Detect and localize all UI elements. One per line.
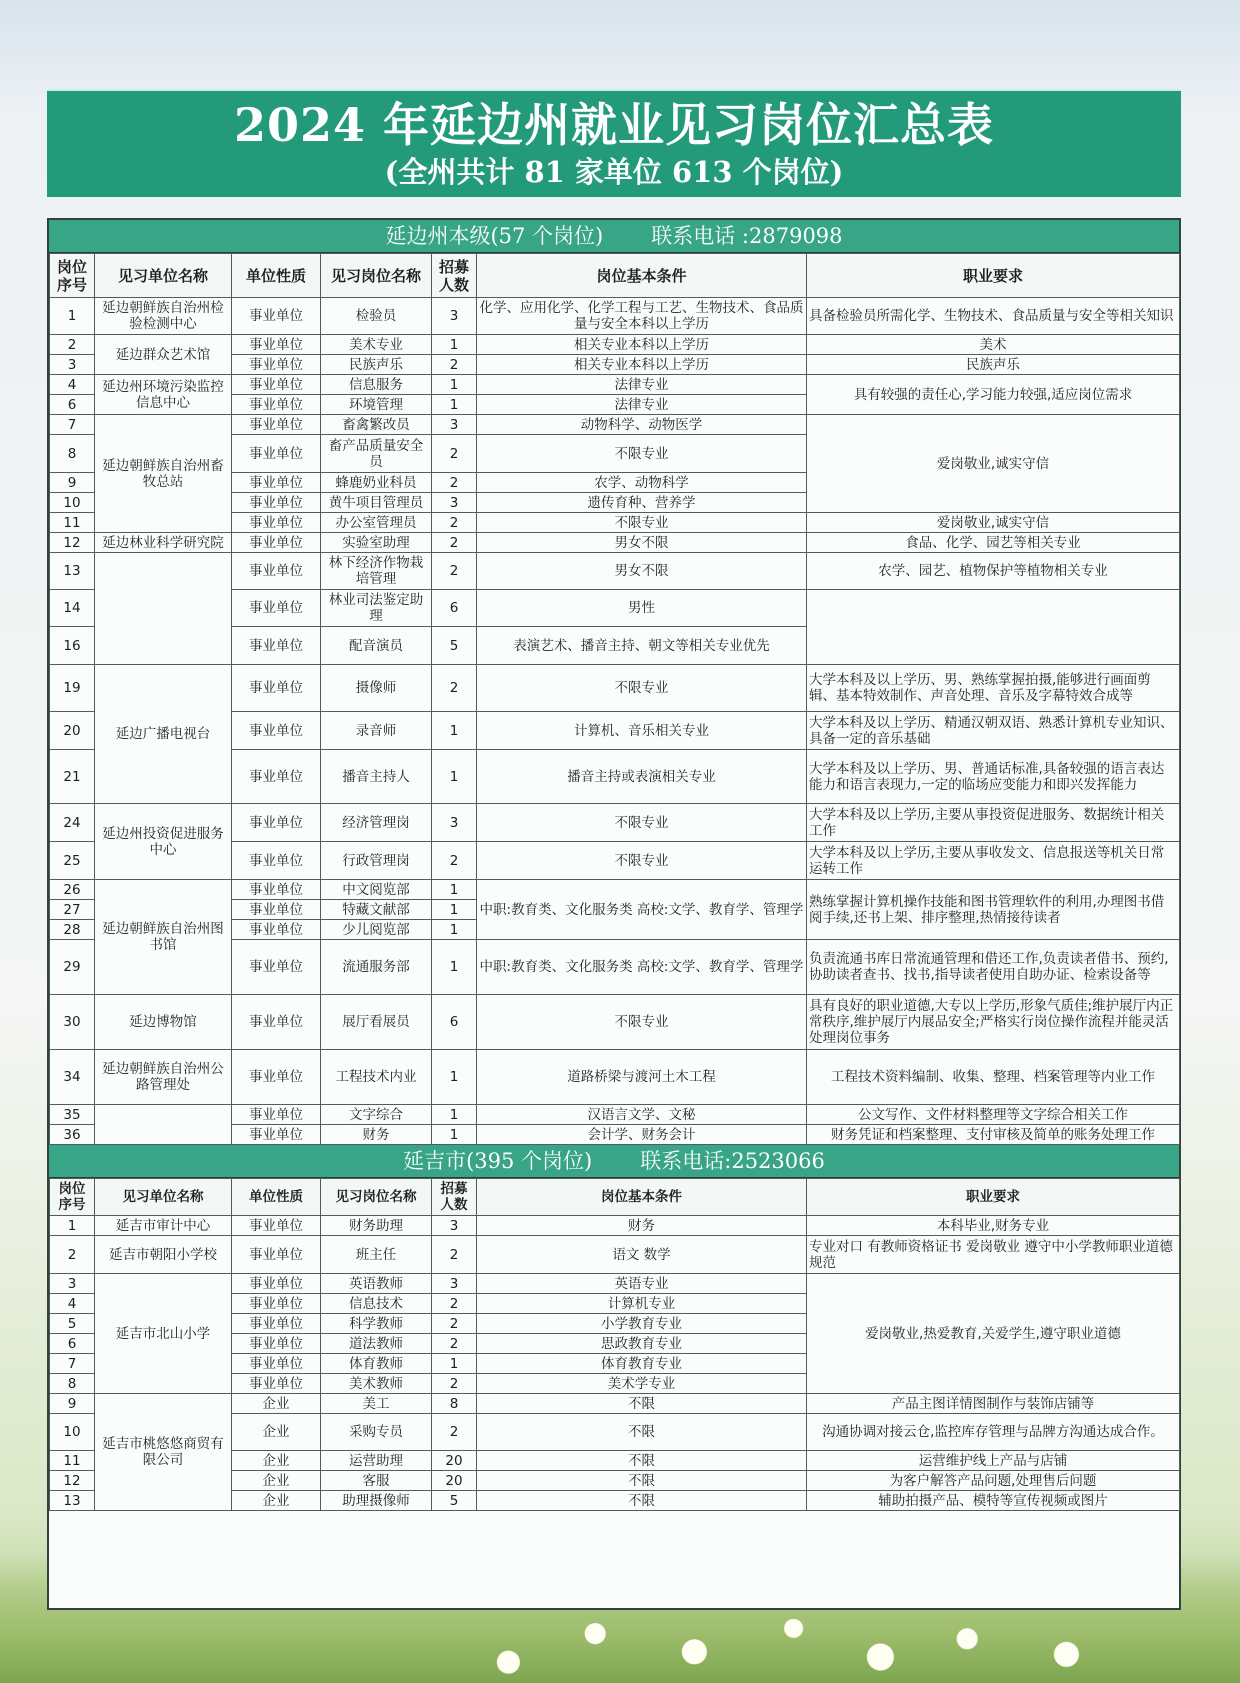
conditions-cell: 不限 bbox=[477, 1394, 807, 1414]
seq-cell: 34 bbox=[50, 1050, 95, 1105]
conditions-cell: 男性 bbox=[477, 590, 807, 627]
seq-cell: 8 bbox=[50, 435, 95, 473]
seq-cell: 13 bbox=[50, 1491, 95, 1511]
seq-cell: 21 bbox=[50, 750, 95, 804]
position-cell: 特藏文献部 bbox=[321, 900, 432, 920]
position-cell: 林业司法鉴定助理 bbox=[321, 590, 432, 627]
seq-cell: 2 bbox=[50, 1236, 95, 1274]
count-cell: 1 bbox=[432, 1050, 477, 1105]
conditions-cell: 不限 bbox=[477, 1451, 807, 1471]
conditions-cell: 不限专业 bbox=[477, 842, 807, 880]
seq-cell: 28 bbox=[50, 920, 95, 940]
seq-cell: 6 bbox=[50, 1334, 95, 1354]
position-cell: 林下经济作物栽培管理 bbox=[321, 553, 432, 590]
conditions-cell: 体育教育专业 bbox=[477, 1354, 807, 1374]
type-cell: 事业单位 bbox=[232, 1374, 321, 1394]
table-row bbox=[50, 995, 1180, 1050]
conditions-cell: 相关专业本科以上学历 bbox=[477, 335, 807, 355]
count-cell: 2 bbox=[432, 1236, 477, 1274]
conditions-cell: 英语专业 bbox=[477, 1274, 807, 1294]
type-cell: 事业单位 bbox=[232, 553, 321, 590]
conditions-cell: 不限 bbox=[477, 1414, 807, 1451]
seq-cell: 36 bbox=[50, 1125, 95, 1145]
count-cell: 3 bbox=[432, 804, 477, 842]
count-cell: 1 bbox=[432, 1125, 477, 1145]
type-cell: 事业单位 bbox=[232, 920, 321, 940]
section1-phone: 联系电话 :2879098 bbox=[651, 224, 843, 248]
seq-cell: 11 bbox=[50, 1451, 95, 1471]
requirements-cell: 具有良好的职业道德,大专以上学历,形象气质佳;维护展厅内正常秩序,维护展厅内展品安全;严格实行岗位操作流程并能灵活处理岗位事务 bbox=[807, 995, 1180, 1050]
header-conditions: 岗位基本条件 bbox=[477, 254, 807, 298]
position-cell: 经济管理岗 bbox=[321, 804, 432, 842]
conditions-cell: 汉语言文学、文秘 bbox=[477, 1105, 807, 1125]
conditions-cell: 男女不限 bbox=[477, 533, 807, 553]
type-cell: 事业单位 bbox=[232, 335, 321, 355]
seq-cell: 12 bbox=[50, 533, 95, 553]
seq-cell: 6 bbox=[50, 395, 95, 415]
conditions-cell: 思政教育专业 bbox=[477, 1334, 807, 1354]
seq-cell: 10 bbox=[50, 1414, 95, 1451]
seq-cell: 3 bbox=[50, 355, 95, 375]
requirements-cell: 财务凭证和档案整理、支付审核及简单的账务处理工作 bbox=[807, 1125, 1180, 1145]
table-row bbox=[50, 665, 1180, 712]
position-cell: 民族声乐 bbox=[321, 355, 432, 375]
seq-cell: 5 bbox=[50, 1314, 95, 1334]
requirements-cell: 农学、园艺、植物保护等植物相关专业 bbox=[807, 553, 1180, 590]
unit-cell: 延边朝鲜族自治州畜牧总站 bbox=[95, 415, 232, 533]
count-cell: 2 bbox=[432, 665, 477, 712]
seq-cell: 3 bbox=[50, 1274, 95, 1294]
requirements-cell: 辅助拍摄产品、模特等宣传视频或图片 bbox=[807, 1491, 1180, 1511]
requirements-cell: 爱岗敬业,诚实守信 bbox=[807, 513, 1180, 533]
requirements-cell: 具备检验员所需化学、生物技术、食品质量与安全等相关知识 bbox=[807, 298, 1180, 335]
table-row bbox=[50, 1050, 1180, 1105]
requirements-cell: 大学本科及以上学历、精通汉朝双语、熟悉计算机专业知识、具备一定的音乐基础 bbox=[807, 712, 1180, 750]
position-cell: 录音师 bbox=[321, 712, 432, 750]
position-cell: 财务助理 bbox=[321, 1216, 432, 1236]
type-cell: 事业单位 bbox=[232, 842, 321, 880]
position-cell: 黄牛项目管理员 bbox=[321, 493, 432, 513]
header-requirements: 职业要求 bbox=[807, 1179, 1180, 1216]
conditions-cell: 财务 bbox=[477, 1216, 807, 1236]
requirements-cell: 本科毕业,财务专业 bbox=[807, 1216, 1180, 1236]
conditions-cell: 不限专业 bbox=[477, 665, 807, 712]
position-cell: 实验室助理 bbox=[321, 533, 432, 553]
table-row bbox=[50, 335, 1180, 355]
count-cell: 3 bbox=[432, 415, 477, 435]
conditions-cell: 男女不限 bbox=[477, 553, 807, 590]
table-row bbox=[50, 804, 1180, 842]
type-cell: 企业 bbox=[232, 1414, 321, 1451]
count-cell: 2 bbox=[432, 1294, 477, 1314]
position-cell: 客服 bbox=[321, 1471, 432, 1491]
unit-cell: 延吉市桃悠悠商贸有限公司 bbox=[95, 1394, 232, 1511]
position-cell: 体育教师 bbox=[321, 1354, 432, 1374]
position-cell: 信息技术 bbox=[321, 1294, 432, 1314]
requirements-cell: 大学本科及以上学历,主要从事收发文、信息报送等机关日常运转工作 bbox=[807, 842, 1180, 880]
count-cell: 3 bbox=[432, 493, 477, 513]
type-cell: 事业单位 bbox=[232, 473, 321, 493]
unit-cell: 延边博物馆 bbox=[95, 995, 232, 1050]
requirements-cell: 具有较强的责任心,学习能力较强,适应岗位需求 bbox=[807, 375, 1180, 415]
type-cell: 事业单位 bbox=[232, 1334, 321, 1354]
type-cell: 企业 bbox=[232, 1471, 321, 1491]
seq-cell: 20 bbox=[50, 712, 95, 750]
header-unit: 见习单位名称 bbox=[95, 1179, 232, 1216]
conditions-cell: 不限专业 bbox=[477, 804, 807, 842]
count-cell: 3 bbox=[432, 298, 477, 335]
count-cell: 1 bbox=[432, 750, 477, 804]
type-cell: 事业单位 bbox=[232, 665, 321, 712]
conditions-cell: 表演艺术、播音主持、朝文等相关专业优先 bbox=[477, 627, 807, 665]
seq-cell: 14 bbox=[50, 590, 95, 627]
type-cell: 事业单位 bbox=[232, 627, 321, 665]
requirements-cell: 大学本科及以上学历、男、普通话标准,具备较强的语言表达能力和语言表现力,一定的临场应变能力和即兴发挥能力 bbox=[807, 750, 1180, 804]
seq-cell: 7 bbox=[50, 415, 95, 435]
seq-cell: 1 bbox=[50, 298, 95, 335]
conditions-cell: 语文 数学 bbox=[477, 1236, 807, 1274]
header-requirements: 职业要求 bbox=[807, 254, 1180, 298]
requirements-cell: 工程技术资料编制、收集、整理、档案管理等内业工作 bbox=[807, 1050, 1180, 1105]
header-type: 单位性质 bbox=[232, 1179, 321, 1216]
header-conditions: 岗位基本条件 bbox=[477, 1179, 807, 1216]
seq-cell: 1 bbox=[50, 1216, 95, 1236]
count-cell: 5 bbox=[432, 627, 477, 665]
header-seq: 岗位序号 bbox=[50, 254, 95, 298]
section2-band bbox=[49, 1145, 1179, 1178]
position-cell: 信息服务 bbox=[321, 375, 432, 395]
unit-cell: 延吉市审计中心 bbox=[95, 1216, 232, 1236]
seq-cell: 30 bbox=[50, 995, 95, 1050]
unit-cell bbox=[95, 553, 232, 665]
requirements-cell: 美术 bbox=[807, 335, 1180, 355]
count-cell: 1 bbox=[432, 880, 477, 900]
count-cell: 1 bbox=[432, 335, 477, 355]
count-cell: 2 bbox=[432, 842, 477, 880]
conditions-cell: 播音主持或表演相关专业 bbox=[477, 750, 807, 804]
table-row bbox=[50, 1236, 1180, 1274]
seq-cell: 12 bbox=[50, 1471, 95, 1491]
seq-cell: 7 bbox=[50, 1354, 95, 1374]
seq-cell: 13 bbox=[50, 553, 95, 590]
conditions-cell: 相关专业本科以上学历 bbox=[477, 355, 807, 375]
table-row bbox=[50, 1105, 1180, 1125]
count-cell: 20 bbox=[432, 1471, 477, 1491]
title-banner bbox=[47, 89, 1181, 197]
requirements-cell: 熟练掌握计算机操作技能和图书管理软件的利用,办理图书借阅手续,还书上架、排序整理,热情接待读者 bbox=[807, 880, 1180, 940]
requirements-cell: 民族声乐 bbox=[807, 355, 1180, 375]
requirements-cell: 大学本科及以上学历,主要从事投资促进服务、数据统计相关工作 bbox=[807, 804, 1180, 842]
type-cell: 事业单位 bbox=[232, 493, 321, 513]
position-cell: 中文阅览部 bbox=[321, 880, 432, 900]
position-cell: 道法教师 bbox=[321, 1334, 432, 1354]
position-cell: 文字综合 bbox=[321, 1105, 432, 1125]
seq-cell: 19 bbox=[50, 665, 95, 712]
seq-cell: 35 bbox=[50, 1105, 95, 1125]
unit-cell: 延边群众艺术馆 bbox=[95, 335, 232, 375]
seq-cell: 27 bbox=[50, 900, 95, 920]
count-cell: 2 bbox=[432, 553, 477, 590]
count-cell: 2 bbox=[432, 513, 477, 533]
jobs-table bbox=[47, 218, 1181, 1610]
conditions-cell: 动物科学、动物医学 bbox=[477, 415, 807, 435]
conditions-cell: 遗传育种、营养学 bbox=[477, 493, 807, 513]
count-cell: 2 bbox=[432, 533, 477, 553]
section1-name: 延边州本级(57 个岗位) bbox=[385, 224, 604, 248]
requirements-cell: 爱岗敬业,诚实守信 bbox=[807, 415, 1180, 513]
count-cell: 8 bbox=[432, 1394, 477, 1414]
requirements-cell: 为客户解答产品问题,处理售后问题 bbox=[807, 1471, 1180, 1491]
position-cell: 流通服务部 bbox=[321, 940, 432, 995]
unit-cell: 延吉市北山小学 bbox=[95, 1274, 232, 1394]
conditions-cell: 美术学专业 bbox=[477, 1374, 807, 1394]
unit-cell: 延边广播电视台 bbox=[95, 665, 232, 804]
unit-cell: 延边州环境污染监控信息中心 bbox=[95, 375, 232, 415]
position-cell: 英语教师 bbox=[321, 1274, 432, 1294]
conditions-cell: 不限专业 bbox=[477, 513, 807, 533]
type-cell: 事业单位 bbox=[232, 375, 321, 395]
position-cell: 摄像师 bbox=[321, 665, 432, 712]
header-seq: 岗位序号 bbox=[50, 1179, 95, 1216]
position-cell: 美术教师 bbox=[321, 1374, 432, 1394]
position-cell: 运营助理 bbox=[321, 1451, 432, 1471]
position-cell: 美术专业 bbox=[321, 335, 432, 355]
conditions-cell: 法律专业 bbox=[477, 375, 807, 395]
position-cell: 采购专员 bbox=[321, 1414, 432, 1451]
seq-cell: 11 bbox=[50, 513, 95, 533]
requirements-cell: 公文写作、文件材料整理等文字综合相关工作 bbox=[807, 1105, 1180, 1125]
position-cell: 少儿阅览部 bbox=[321, 920, 432, 940]
seq-cell: 9 bbox=[50, 473, 95, 493]
header-count: 招募人数 bbox=[432, 254, 477, 298]
type-cell: 事业单位 bbox=[232, 900, 321, 920]
count-cell: 2 bbox=[432, 355, 477, 375]
position-cell: 科学教师 bbox=[321, 1314, 432, 1334]
count-cell: 1 bbox=[432, 1354, 477, 1374]
count-cell: 2 bbox=[432, 1334, 477, 1354]
seq-cell: 8 bbox=[50, 1374, 95, 1394]
position-cell: 助理摄像师 bbox=[321, 1491, 432, 1511]
count-cell: 3 bbox=[432, 1274, 477, 1294]
type-cell: 事业单位 bbox=[232, 395, 321, 415]
position-cell: 环境管理 bbox=[321, 395, 432, 415]
seq-cell: 16 bbox=[50, 627, 95, 665]
type-cell: 企业 bbox=[232, 1491, 321, 1511]
section2-phone: 联系电话:2523066 bbox=[640, 1149, 825, 1173]
table-row bbox=[50, 1394, 1180, 1414]
type-cell: 事业单位 bbox=[232, 995, 321, 1050]
seq-cell: 25 bbox=[50, 842, 95, 880]
conditions-cell: 会计学、财务会计 bbox=[477, 1125, 807, 1145]
position-cell: 美工 bbox=[321, 1394, 432, 1414]
table-row bbox=[50, 1274, 1180, 1294]
conditions-cell: 不限专业 bbox=[477, 995, 807, 1050]
conditions-cell: 化学、应用化学、化学工程与工艺、生物技术、食品质量与安全本科以上学历 bbox=[477, 298, 807, 335]
type-cell: 事业单位 bbox=[232, 1236, 321, 1274]
count-cell: 1 bbox=[432, 920, 477, 940]
count-cell: 2 bbox=[432, 1314, 477, 1334]
table-row bbox=[50, 553, 1180, 590]
header-position: 见习岗位名称 bbox=[321, 1179, 432, 1216]
position-cell: 畜禽繁改员 bbox=[321, 415, 432, 435]
count-cell: 20 bbox=[432, 1451, 477, 1471]
type-cell: 企业 bbox=[232, 1394, 321, 1414]
type-cell: 事业单位 bbox=[232, 750, 321, 804]
seq-cell: 10 bbox=[50, 493, 95, 513]
type-cell: 事业单位 bbox=[232, 533, 321, 553]
type-cell: 事业单位 bbox=[232, 298, 321, 335]
conditions-cell: 不限 bbox=[477, 1491, 807, 1511]
type-cell: 事业单位 bbox=[232, 1314, 321, 1334]
header-position: 见习岗位名称 bbox=[321, 254, 432, 298]
count-cell: 1 bbox=[432, 712, 477, 750]
requirements-cell: 负责流通书库日常流通管理和借还工作,负责读者借书、预约,协助读者查书、找书,指导读者使用自助办证、检索设备等 bbox=[807, 940, 1180, 995]
page-subtitle: (全州共计 81 家单位 613 个岗位) bbox=[384, 155, 844, 189]
seq-cell: 26 bbox=[50, 880, 95, 900]
page-title: 2024 年延边州就业见习岗位汇总表 bbox=[233, 98, 995, 152]
type-cell: 事业单位 bbox=[232, 712, 321, 750]
count-cell: 2 bbox=[432, 473, 477, 493]
position-cell: 检验员 bbox=[321, 298, 432, 335]
header-row bbox=[50, 1179, 1180, 1216]
type-cell: 事业单位 bbox=[232, 1274, 321, 1294]
header-count: 招募人数 bbox=[432, 1179, 477, 1216]
conditions-cell: 中职:教育类、文化服务类 高校:文学、教育学、管理学 bbox=[477, 940, 807, 995]
conditions-cell: 计算机、音乐相关专业 bbox=[477, 712, 807, 750]
position-cell: 播音主持人 bbox=[321, 750, 432, 804]
type-cell: 事业单位 bbox=[232, 880, 321, 900]
type-cell: 事业单位 bbox=[232, 435, 321, 473]
section2-name: 延吉市(395 个岗位) bbox=[403, 1149, 593, 1173]
seq-cell: 29 bbox=[50, 940, 95, 995]
position-cell: 办公室管理员 bbox=[321, 513, 432, 533]
requirements-cell: 大学本科及以上学历、男、熟练掌握拍摄,能够进行画面剪辑、基本特效制作、声音处理、音乐及字幕特效合成等 bbox=[807, 665, 1180, 712]
seq-cell: 4 bbox=[50, 375, 95, 395]
requirements-cell: 爱岗敬业,热爱教育,关爱学生,遵守职业道德 bbox=[807, 1274, 1180, 1394]
unit-cell bbox=[95, 1105, 232, 1145]
header-unit: 见习单位名称 bbox=[95, 254, 232, 298]
type-cell: 事业单位 bbox=[232, 804, 321, 842]
seq-cell: 4 bbox=[50, 1294, 95, 1314]
count-cell: 6 bbox=[432, 590, 477, 627]
unit-cell: 延边朝鲜族自治州图书馆 bbox=[95, 880, 232, 995]
requirements-cell: 沟通协调对接云仓,监控库存管理与品牌方沟通达成合作。 bbox=[807, 1414, 1180, 1451]
position-cell: 展厅看展员 bbox=[321, 995, 432, 1050]
position-cell: 配音演员 bbox=[321, 627, 432, 665]
unit-cell: 延吉市朝阳小学校 bbox=[95, 1236, 232, 1274]
type-cell: 事业单位 bbox=[232, 513, 321, 533]
requirements-cell: 专业对口 有教师资格证书 爱岗敬业 遵守中小学教师职业道德规范 bbox=[807, 1236, 1180, 1274]
type-cell: 事业单位 bbox=[232, 355, 321, 375]
count-cell: 1 bbox=[432, 395, 477, 415]
conditions-cell: 法律专业 bbox=[477, 395, 807, 415]
table-row bbox=[50, 1216, 1180, 1236]
position-cell: 蜂鹿奶业科员 bbox=[321, 473, 432, 493]
header-row bbox=[50, 254, 1180, 298]
count-cell: 2 bbox=[432, 1374, 477, 1394]
conditions-cell: 农学、动物科学 bbox=[477, 473, 807, 493]
count-cell: 6 bbox=[432, 995, 477, 1050]
type-cell: 企业 bbox=[232, 1451, 321, 1471]
requirements-cell: 运营维护线上产品与店铺 bbox=[807, 1451, 1180, 1471]
count-cell: 1 bbox=[432, 1105, 477, 1125]
header-type: 单位性质 bbox=[232, 254, 321, 298]
count-cell: 5 bbox=[432, 1491, 477, 1511]
count-cell: 1 bbox=[432, 940, 477, 995]
section1-band bbox=[49, 220, 1179, 253]
type-cell: 事业单位 bbox=[232, 1354, 321, 1374]
position-cell: 工程技术内业 bbox=[321, 1050, 432, 1105]
seq-cell: 9 bbox=[50, 1394, 95, 1414]
position-cell: 行政管理岗 bbox=[321, 842, 432, 880]
requirements-cell: 食品、化学、园艺等相关专业 bbox=[807, 533, 1180, 553]
unit-cell: 延边林业科学研究院 bbox=[95, 533, 232, 553]
type-cell: 事业单位 bbox=[232, 1105, 321, 1125]
position-cell: 财务 bbox=[321, 1125, 432, 1145]
conditions-cell: 道路桥梁与渡河土木工程 bbox=[477, 1050, 807, 1105]
type-cell: 事业单位 bbox=[232, 940, 321, 995]
conditions-cell: 计算机专业 bbox=[477, 1294, 807, 1314]
position-cell: 畜产品质量安全员 bbox=[321, 435, 432, 473]
table-row bbox=[50, 533, 1180, 553]
type-cell: 事业单位 bbox=[232, 415, 321, 435]
type-cell: 事业单位 bbox=[232, 1050, 321, 1105]
table-row bbox=[50, 375, 1180, 395]
type-cell: 事业单位 bbox=[232, 1125, 321, 1145]
count-cell: 1 bbox=[432, 375, 477, 395]
unit-cell: 延边朝鲜族自治州公路管理处 bbox=[95, 1050, 232, 1105]
unit-cell: 延边州投资促进服务中心 bbox=[95, 804, 232, 880]
table-row bbox=[50, 880, 1180, 900]
type-cell: 事业单位 bbox=[232, 1216, 321, 1236]
section1-table bbox=[49, 253, 1180, 1145]
conditions-cell: 小学教育专业 bbox=[477, 1314, 807, 1334]
count-cell: 1 bbox=[432, 900, 477, 920]
type-cell: 事业单位 bbox=[232, 1294, 321, 1314]
unit-cell: 延边朝鲜族自治州检验检测中心 bbox=[95, 298, 232, 335]
section2-table bbox=[49, 1178, 1180, 1511]
type-cell: 事业单位 bbox=[232, 590, 321, 627]
requirements-cell: 产品主图详情图制作与装饰店铺等 bbox=[807, 1394, 1180, 1414]
seq-cell: 2 bbox=[50, 335, 95, 355]
count-cell: 3 bbox=[432, 1216, 477, 1236]
position-cell: 班主任 bbox=[321, 1236, 432, 1274]
requirements-cell bbox=[807, 590, 1180, 665]
seq-cell: 24 bbox=[50, 804, 95, 842]
count-cell: 2 bbox=[432, 1414, 477, 1451]
conditions-cell: 不限 bbox=[477, 1471, 807, 1491]
conditions-cell: 中职:教育类、文化服务类 高校:文学、教育学、管理学 bbox=[477, 880, 807, 940]
conditions-cell: 不限专业 bbox=[477, 435, 807, 473]
count-cell: 2 bbox=[432, 435, 477, 473]
table-row bbox=[50, 415, 1180, 435]
table-row bbox=[50, 298, 1180, 335]
